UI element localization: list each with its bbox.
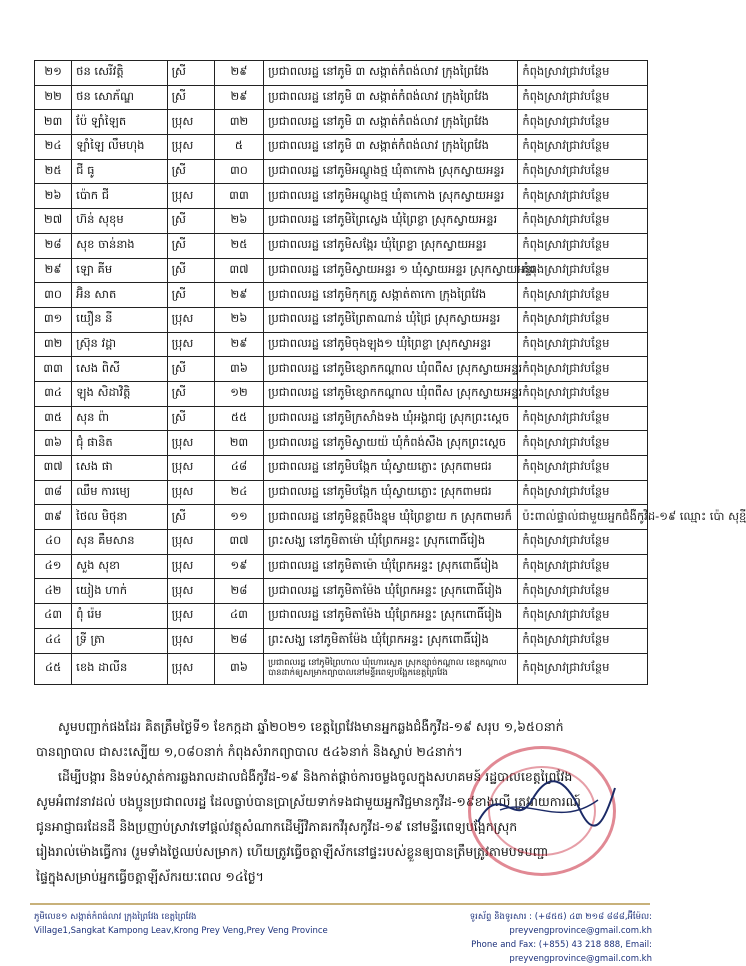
row-address: ប្រជាពលរដ្ឋ នៅភូមិតាម៉ែង ឃុំព្រែកអន្ទះ ស្រុកពោធិ៍រៀង (264, 579, 518, 604)
row-age: ២៥ (214, 233, 263, 258)
row-status: កំពុងស្រាវជ្រាវបន្ថែម (518, 307, 648, 332)
row-status: កំពុងស្រាវជ្រាវបន្ថែម (518, 406, 648, 431)
row-age: ៤៣ (214, 604, 263, 629)
row-name: ទ្រី ត្រា (72, 628, 167, 653)
row-age: ៣៧ (214, 530, 263, 555)
row-status: កំពុងស្រាវជ្រាវបន្ថែម (518, 431, 648, 456)
row-age: ២៨ (214, 628, 263, 653)
table-row (35, 628, 648, 653)
cases-table (34, 60, 746, 685)
row-number: ៣០ (35, 283, 72, 308)
row-number: ២៧ (35, 209, 72, 234)
row-number: ២៨ (35, 233, 72, 258)
table-row (35, 480, 648, 505)
row-status: កំពុងស្រាវជ្រាវបន្ថែម (518, 554, 648, 579)
row-name: ខេង ដាលីន (72, 653, 167, 684)
row-age: ៣០ (214, 159, 263, 184)
row-sex: ប្រុស (167, 480, 214, 505)
row-address: ប្រជាពលរដ្ឋ នៅភូមិ ៣ សង្កាត់កំពង់លាវ ក្រុងព្រៃវែង (264, 135, 518, 160)
row-address: ប្រជាពលរដ្ឋ នៅភូមិសង្កែរ ឃុំព្រៃខ្លា ស្រុកស្វាយអន្ទរ (264, 233, 518, 258)
row-address: ប្រជាពលរដ្ឋ នៅភូមិចុងឡុង១ ឃុំព្រៃខ្លា ស្រុកស្វាអន្ទរ (264, 332, 518, 357)
row-age: ២៦ (214, 307, 263, 332)
row-number: ៣៩ (35, 505, 72, 530)
row-name: ថន សោភ័ណ្ឌ (72, 85, 167, 110)
row-age: ២៩ (214, 332, 263, 357)
row-address: ប្រជាពលរដ្ឋ នៅភូមិខ្ពត្តបឹងខ្នុម ឃុំព្រៃខ្លាយ ក ស្រុកពាមរក៏ (264, 505, 518, 530)
row-name: ពុំ រ៉េម (72, 604, 167, 629)
row-address: ប្រជាពលរដ្ឋ នៅភូមិតាម៉ែង ឃុំព្រែកអន្ទះ ស្រុកពោធិ៍រៀង (264, 604, 518, 629)
row-sex: ស្រី (167, 159, 214, 184)
row-address: ប្រជាពលរដ្ឋ នៅភូមិ ៣ សង្កាត់កំពង់លាវ ក្រុងព្រៃវែង (264, 85, 518, 110)
table-row (35, 159, 648, 184)
row-number: ២២ (35, 85, 72, 110)
table-row (35, 184, 648, 209)
row-number: ៣៨ (35, 480, 72, 505)
row-name: ឡោ គីម (72, 258, 167, 283)
row-sex: ស្រី (167, 233, 214, 258)
row-sex: ប្រុស (167, 653, 214, 684)
row-sex: ស្រី (167, 505, 214, 530)
row-age: ២៦ (214, 209, 263, 234)
table-row (35, 258, 648, 283)
row-name: ឈឹម ការម្យេ (72, 480, 167, 505)
row-sex: ប្រុស (167, 579, 214, 604)
table-row (35, 505, 648, 530)
row-address: ប្រជាពលរដ្ឋ នៅភូមិកុកត្រូ សង្កាត់តាកោ ក្រុងព្រៃវែង (264, 283, 518, 308)
row-status: កំពុងស្រាវជ្រាវបន្ថែម (518, 135, 648, 160)
table-row (35, 307, 648, 332)
row-address: ប្រជាពលរដ្ឋ នៅភូមិស្វាយអន្ទរ ១ ឃុំស្វាយអន្ទរ ស្រុកស្វាយអន្ទរ (264, 258, 518, 283)
row-number: ៤៤ (35, 628, 72, 653)
row-number: ៤៣ (35, 604, 72, 629)
row-number: ៤១ (35, 554, 72, 579)
row-sex: ស្រី (167, 283, 214, 308)
footer-address-en: Village1,Sangkat Kampong Leav,Krong Prey Veng,Prey Veng Province (34, 926, 328, 936)
row-address: ប្រជាពលរដ្ឋ នៅភូមិអណ្តូងថ្ម ឃុំតាកោង ស្រុកស្វាយអន្ទរ (264, 159, 518, 184)
row-age: ៤៨ (214, 456, 263, 481)
row-status: កំពុងស្រាវជ្រាវបន្ថែម (518, 209, 648, 234)
row-age: ២៨ (214, 579, 263, 604)
table-row (35, 431, 648, 456)
row-sex: ប្រុស (167, 456, 214, 481)
row-status: ប៉ះពាល់ផ្ទាល់ជាមួយអ្នកជំងឺកូវីដ-១៩ ឈ្មោះ ប៉ោ សុខ្មី (518, 505, 648, 530)
table-row (35, 233, 648, 258)
row-age: ១៩ (214, 554, 263, 579)
row-number: ៣១ (35, 307, 72, 332)
row-address: ប្រជាពលរដ្ឋ នៅភូមិខ្សោកកណ្តាល ឃុំពពឺស ស្រុកស្វាយអន្ទរ (264, 381, 518, 406)
table-row (35, 85, 648, 110)
row-number: ៤០ (35, 530, 72, 555)
row-address: ប្រជាពលរដ្ឋ នៅភូមិស្វាយយ៉ ឃុំកំពង់សឹង ស្រុកព្រះស្ដេច (264, 431, 518, 456)
row-address: ប្រជាពលរដ្ឋ នៅភូមិព្រៃហាល ឃុំហោរស្លេត ស្រុកខ្សាច់កណ្តាល ខេត្តកណ្តាល បានដាក់ឲ្យសម្រាកព្យាបាលនៅមន្ទីរពេទ្យបង្អែកខេត្តព្រៃវែង (264, 653, 518, 684)
table-row (35, 110, 648, 135)
table-row (35, 406, 648, 431)
footer-contact (340, 910, 652, 966)
row-number: ២៤ (35, 135, 72, 160)
table-row (35, 456, 648, 481)
summary-line: ជូនអាជ្ញាធរដែនដី និងប្រញាប់ស្រាវទៅផ្តល់វត្ថុសំណាកដើម្បីវិភាគរកវីរុសកូវីដ-១៩ នៅមន្ទីរពេទ្យបង្អែកស្រុក (36, 819, 518, 834)
row-sex: ប្រុស (167, 604, 214, 629)
row-sex: ស្រី (167, 381, 214, 406)
row-name: ឡុង សិដាវិត្តិ (72, 381, 167, 406)
row-number: ២៩ (35, 258, 72, 283)
summary-line: រៀងរាល់ម៉ោងធ្វើការ (រួមទាំងថ្ងៃឈប់សម្រាក) ហើយត្រូវធ្វើចត្តាឡីស័កនៅផ្ទះរបស់ខ្លួនឲ្យបានត្រឹមត្រូវតាមបទបញ្ជា (36, 844, 549, 859)
row-status: កំពុងស្រាវជ្រាវបន្ថែម (518, 184, 648, 209)
row-sex: ស្រី (167, 258, 214, 283)
footer-address-kh: ភូមិលេខ១ សង្កាត់កំពង់លាវ ក្រុងព្រៃវែង ខេត្តព្រៃវែង (34, 912, 197, 922)
row-name: យៀង ហាក់ (72, 579, 167, 604)
row-sex: ស្រី (167, 357, 214, 382)
table-row (35, 653, 648, 684)
row-name: ប៉ែ ឡាំឡៃត (72, 110, 167, 135)
row-number: ២៦ (35, 184, 72, 209)
row-sex: ប្រុស (167, 110, 214, 135)
table-row (35, 61, 648, 86)
row-sex: ប្រុស (167, 184, 214, 209)
row-age: ១២ (214, 381, 263, 406)
footer-contact-en: Phone and Fax: (+855) 43 218 888, Email: preyvengprovince@gmail.com.kh (471, 940, 652, 964)
row-sex: ប្រុស (167, 135, 214, 160)
row-number: ២៣ (35, 110, 72, 135)
row-number: ៤២ (35, 579, 72, 604)
row-number: ២១ (35, 61, 72, 86)
row-address: ប្រជាពលរដ្ឋ នៅភូមិអណ្តូងថ្ម ឃុំតាកោង ស្រុកស្វាយអន្ទរ (264, 184, 518, 209)
row-sex: ប្រុស (167, 307, 214, 332)
table-row (35, 135, 648, 160)
row-name: ស្រ៊ុន វដ្ដា (72, 332, 167, 357)
row-name: ថន សេរីវត្តិ (72, 61, 167, 86)
row-name: យឿន នី (72, 307, 167, 332)
row-number: ៣២ (35, 332, 72, 357)
row-age: ១១ (214, 505, 263, 530)
row-age: ៣៣ (214, 184, 263, 209)
signature (470, 770, 620, 840)
row-name: ជុំ ផានិត (72, 431, 167, 456)
row-address: ព្រះសង្ឃ នៅភូមិតាម៉ោ ឃុំព្រែកអន្ទះ ស្រុកពោធិ៍រៀង (264, 530, 518, 555)
row-age: ២៩ (214, 283, 263, 308)
row-sex: ស្រី (167, 85, 214, 110)
row-age: ៣៧ (214, 258, 263, 283)
row-name: សុន គឹមសាន (72, 530, 167, 555)
row-name: ហ៊ន់ សុខុម (72, 209, 167, 234)
row-sex: ប្រុស (167, 431, 214, 456)
row-status: កំពុងស្រាវជ្រាវបន្ថែម (518, 283, 648, 308)
row-age: ២៩ (214, 85, 263, 110)
row-name: ថៃល មិថុនា (72, 505, 167, 530)
row-address: ប្រជាពលរដ្ឋ នៅភូមិព្រៃស្លេង ឃុំព្រៃខ្លា ស្រុកស្វាយអន្ទរ (264, 209, 518, 234)
summary-line: សូមអំពាវនាវដល់ បងប្អូនប្រជាពលរដ្ឋ ដែលធ្លាប់បានប្រាស្រ័យទាក់ទងជាមួយអ្នកវិជ្ជមានកូវីដ-១៩ខាងលើ ត្រូវរាយការណ៍ (36, 794, 581, 809)
row-age: ៣៦ (214, 357, 263, 382)
row-address: ប្រជាពលរដ្ឋ នៅភូមិក្រសាំងទង ឃុំអង្គរាជ្យ ស្រុកព្រះស្ដេច (264, 406, 518, 431)
row-address: ព្រះសង្ឃ នៅភូមិតាម៉ែង ឃុំព្រែកអន្ទះ ស្រុកពោធិ៍រៀង (264, 628, 518, 653)
row-sex: ប្រុស (167, 628, 214, 653)
table-row (35, 579, 648, 604)
summary-line: សូមបញ្ជាក់ផងដែរ គិតត្រឹមថ្ងៃទី១ ខែកក្កដា ឆ្នាំ២០២១ ខេត្តព្រៃវែងមានអ្នកឆ្លងជំងឺកូវីដ-១៩ សរុប ១,៦៥០នាក់ (58, 719, 564, 734)
row-status: កំពុងស្រាវជ្រាវបន្ថែម (518, 332, 648, 357)
table-row (35, 209, 648, 234)
row-status: កំពុងស្រាវជ្រាវបន្ថែម (518, 381, 648, 406)
footer-divider (30, 903, 650, 905)
row-address: ប្រជាពលរដ្ឋ នៅភូមិបង្កែក ឃុំស្វាយភ្លោះ ស្រុកពាមជរ (264, 480, 518, 505)
row-number: ៣៦ (35, 431, 72, 456)
row-name: សេង ផា (72, 456, 167, 481)
row-address: ប្រជាពលរដ្ឋ នៅភូមិខ្សោកកណ្តាល ឃុំពពឺស ស្រុកស្វាយអន្ទរ (264, 357, 518, 382)
row-sex: ប្រុស (167, 554, 214, 579)
row-status: កំពុងស្រាវជ្រាវបន្ថែម (518, 258, 648, 283)
row-name: សេង ពិសី (72, 357, 167, 382)
row-sex: ប្រុស (167, 530, 214, 555)
summary-line: បានព្យាបាល ជាសះស្បើយ ១,០៨០នាក់ កំពុងសំរាកព្យាបាល ៥៤៦នាក់ និងស្លាប់ ២៤នាក់។ (36, 744, 463, 759)
row-sex: ប្រុស (167, 332, 214, 357)
table-row (35, 332, 648, 357)
row-name: សុន ព៉ា (72, 406, 167, 431)
row-age: ៥ (214, 135, 263, 160)
row-age: ២៣ (214, 431, 263, 456)
table-row (35, 604, 648, 629)
row-address: ប្រជាពលរដ្ឋ នៅភូមិ ៣ សង្កាត់កំពង់លាវ ក្រុងព្រៃវែង (264, 110, 518, 135)
summary-line: ផ្ទៃក្នុងសម្រាប់អ្នកធ្វើចត្តាឡីស័ករយៈពេល ១៤ថ្ងៃ។ (36, 869, 264, 884)
row-number: ៣៤ (35, 381, 72, 406)
table-row (35, 283, 648, 308)
row-age: ៥៥ (214, 406, 263, 431)
row-number: ៣៥ (35, 406, 72, 431)
row-status: កំពុងស្រាវជ្រាវបន្ថែម (518, 61, 648, 86)
row-name: សុខ ចាន់នាង (72, 233, 167, 258)
table-row (35, 554, 648, 579)
row-age: ៣២ (214, 110, 263, 135)
row-number: ៣៣ (35, 357, 72, 382)
row-status: កំពុងស្រាវជ្រាវបន្ថែម (518, 579, 648, 604)
row-name: សួង សុខា (72, 554, 167, 579)
row-status: កំពុងស្រាវជ្រាវបន្ថែម (518, 653, 648, 684)
footer-contact-kh: ទូរស័ព្ទ និងទូរសារ : (+៨៥៥) ៤៣ ២១៨ ៨៨៨,អ៊ីម៉ែល: preyvengprovince@gmail.com.kh (469, 912, 652, 936)
row-age: ២៤ (214, 480, 263, 505)
row-status: កំពុងស្រាវជ្រាវបន្ថែម (518, 357, 648, 382)
row-number: ៤៥ (35, 653, 72, 684)
table-row (35, 357, 648, 382)
row-address: ប្រជាពលរដ្ឋ នៅភូមិព្រៃតាណាន់ ឃុំជ្រៃ ស្រុកស្វាយអន្ទរ (264, 307, 518, 332)
table-row (35, 530, 648, 555)
row-status: កំពុងស្រាវជ្រាវបន្ថែម (518, 159, 648, 184)
row-status: កំពុងស្រាវជ្រាវបន្ថែម (518, 480, 648, 505)
row-status: កំពុងស្រាវជ្រាវបន្ថែម (518, 110, 648, 135)
row-name: ឡាំឡៃ លឹមហុង (72, 135, 167, 160)
row-status: កំពុងស្រាវជ្រាវបន្ថែម (518, 530, 648, 555)
summary-line: ដើម្បីបង្ការ និងទប់ស្កាត់ការឆ្លងរាលដាលជំងឺកូវីដ-១៩ និងកាត់ផ្តាច់ការចម្លងចូលក្នុងសហគមន៍ រដ្ឋបាលខេត្តព្រៃវែង (58, 769, 573, 784)
row-status: កំពុងស្រាវជ្រាវបន្ថែម (518, 628, 648, 653)
row-status: កំពុងស្រាវជ្រាវបន្ថែម (518, 233, 648, 258)
row-age: ៣៦ (214, 653, 263, 684)
row-name: ជី ធូ (72, 159, 167, 184)
row-address: ប្រជាពលរដ្ឋ នៅភូមិបង្កែក ឃុំស្វាយភ្លោះ ស្រុកពាមជរ (264, 456, 518, 481)
table-row (35, 381, 648, 406)
row-sex: ស្រី (167, 61, 214, 86)
row-status: កំពុងស្រាវជ្រាវបន្ថែម (518, 604, 648, 629)
row-number: ២៥ (35, 159, 72, 184)
footer-address (34, 910, 354, 938)
row-name: អ៊ិន សាត (72, 283, 167, 308)
row-address: ប្រជាពលរដ្ឋ នៅភូមិតាម៉ោ ឃុំព្រែកអន្ទះ ស្រុកពោធិ៍រៀង (264, 554, 518, 579)
row-sex: ស្រី (167, 209, 214, 234)
row-name: ប៉ោក ជី (72, 184, 167, 209)
row-address: ប្រជាពលរដ្ឋ នៅភូមិ ៣ សង្កាត់កំពង់លាវ ក្រុងព្រៃវែង (264, 61, 518, 86)
row-number: ៣៧ (35, 456, 72, 481)
row-age: ២៩ (214, 61, 263, 86)
row-status: កំពុងស្រាវជ្រាវបន្ថែម (518, 456, 648, 481)
row-status: កំពុងស្រាវជ្រាវបន្ថែម (518, 85, 648, 110)
row-sex: ស្រី (167, 406, 214, 431)
